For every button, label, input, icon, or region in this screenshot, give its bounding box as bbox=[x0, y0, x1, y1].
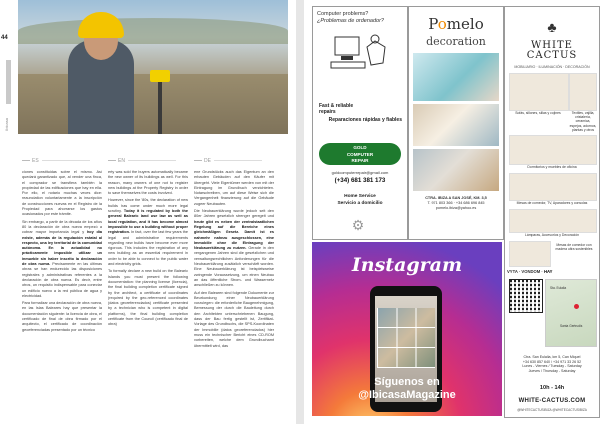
article-text: Para formalizar una declaración de obra nueva, en las Islas Baleares hay que presentar la documentación siguiente: la licencia de obra, el certificado de final de obra firmado por el arquitecto, el certificado de coordinación geoeferenciadas presentado por un técnico bbox=[22, 301, 102, 332]
article-paragraph bbox=[22, 301, 102, 333]
photo-ground bbox=[18, 74, 288, 134]
caption-wood-table: Mesas de comedor con madera ultra sostenibles bbox=[555, 243, 593, 252]
location-map[interactable]: Sta. Eulalia Santa Gertrudis bbox=[545, 279, 597, 347]
article-text: In fact, over the last few years the legal and administrative requirements regarding new builds have become ever more rigorous. This includes the registration of any new building as an essential requirement in order to be able to connect to the public water and electricity grids. bbox=[108, 230, 188, 267]
white-cactus-subtitle: MOBILIARIO · ILUMINACIÓN · DECORACIÓN bbox=[514, 65, 590, 69]
article-column-en bbox=[108, 170, 188, 330]
caption-bedroom: Dormitorios y muebles de oficina bbox=[527, 165, 577, 169]
caption-textiles: Textiles, vajilla, cristalería, ceramica, espejos, adornos, plantas y otros bbox=[569, 111, 597, 132]
white-cactus-brands: VYTA · VONDOM · HAY bbox=[507, 269, 553, 274]
ad-computer-repairs: Reparaciones rápidas y fiables bbox=[328, 117, 402, 123]
column-header-en: EN bbox=[108, 158, 176, 164]
white-cactus-contact: Ctra. San Eulalia, km 5, Can Miquel +34 630 857 640 / +34 971 33 26 52 Lunes - Viernes / Tuesday - Saturday Jueves / Thursday - Saturday bbox=[522, 355, 582, 373]
ad-computer-question: Computer problems? ¿Problemas de ordenador? bbox=[317, 11, 384, 24]
caption-dining: Mesas de comedor, TV, Aparadores y consolas bbox=[516, 201, 588, 205]
side-tab bbox=[6, 60, 11, 104]
article-text: However, since the '80s, the declaration of new builds has come under much more legal scrutiny. bbox=[108, 198, 188, 214]
article-text: erty was sold the buyers automatically became the new owner of its buildings as well. For this reason, many owners of one not to register new buildings at the Property Registry in order to save themselves the costs involved. bbox=[108, 170, 188, 196]
left-page bbox=[0, 0, 296, 424]
article-text: Sin embargo, a partir de la década de los años 80 la declaración de obra nueva empezó a cobrar mayor importancia legal y bbox=[22, 219, 102, 235]
ad-instagram[interactable] bbox=[312, 242, 502, 416]
caption-lamps: Lámparas, Accesorios y Decoración bbox=[524, 233, 580, 237]
white-cactus-website[interactable]: WHITE-CACTUS.COM bbox=[518, 398, 586, 404]
photo-textiles bbox=[569, 73, 597, 111]
article-paragraph bbox=[22, 170, 102, 218]
photo-dining bbox=[509, 173, 597, 201]
article-text: ciones constituidas sobre el mismo. Así quedará garantizado que, al vender una finca, el comprador se transfiera también la propiedad de las edificaciones que hay en ella. Por ello, el notario muchas veces dice: reaunciation voluntariamente a la inscripción de construcciones nuevas en el Registro de la Propiedad para ahorrarse los gastos ocasionados por este trámite. bbox=[22, 170, 102, 217]
pomelo-address: CTRA. IBIZA A SAN JOSÉ, KM. 3,5 T. 971 803 366 · +34 686 696 845 pomelo.ibiza@yahoo.es bbox=[425, 196, 487, 211]
photo-bedroom bbox=[509, 135, 597, 165]
photo-hill bbox=[18, 18, 288, 44]
article-text: ene Grundstücks auch das Eigentum an den erbauten Gebäuden auf den Käufer mit übergeht. Viele Eigentümer werden von mit der Eintragung im Grundbuch verzichteten. Notarschreiben, um auf diese Weise sich die Vergangenheit finanzierung auf die Gebäude zugeer Neubauten. bbox=[194, 170, 274, 206]
map-pin-icon bbox=[574, 304, 579, 309]
survey-tool-icon bbox=[150, 70, 170, 82]
article-bold-text: heute gibt es neben der zentralstaatlichen Regelung auf die Bereiche eines gleichmäßigen Gesetz. Damit ist es nahmehr nahezu ausgeschlossen, eine Immobilie ohne die Eintragung der Neubauerklärung zu nutzen. bbox=[194, 219, 274, 251]
column-header-es: ES bbox=[22, 158, 90, 164]
caption-sofa: Sofás, sillones, sillas y cojines bbox=[515, 111, 561, 115]
article-paragraph bbox=[194, 170, 274, 207]
article-bold-text: Today it is regulated by both the general Balearic land use law as well as local regulation, and it has become almost impossible to use a building without proper registration. bbox=[108, 209, 188, 235]
ad-computer-email[interactable]: goldcomputerrepair@gmail.com bbox=[331, 170, 389, 175]
pomelo-photo-interior bbox=[413, 104, 499, 146]
pomelo-photo-shop bbox=[413, 149, 499, 191]
article-paragraph bbox=[108, 198, 188, 267]
white-cactus-hours: 10h - 14h bbox=[539, 385, 565, 391]
ad-white-cactus[interactable] bbox=[504, 6, 600, 418]
gold-computer-repair-logo: GOLD COMPUTER REPAIR bbox=[319, 143, 401, 165]
article-text: Precisamente en las últimas obras se han endurecido las disposiciones registrales y administrativas referentes a la declaración de obra nueva. Es decir, entre otros, un requisito indispensable para conectar un edificio nuevo a la red pública de agua y electricidad. bbox=[22, 262, 102, 298]
ad-computer-fast: Fast & reliable repairs bbox=[319, 103, 354, 116]
cactus-icon: ♣ bbox=[547, 19, 557, 35]
article-paragraph bbox=[22, 220, 102, 299]
side-label: Ibicasa bbox=[4, 118, 9, 131]
pomelo-logo: Pomelo bbox=[428, 15, 484, 33]
article-text: To formally declare a new build on the Balearic Islands you must present the following documentation: the planning license (licencia), the final building completion certificate signed by the architect, a certificate of coordinates (required by the geo-referenced coordinates (datos georeferenciados) certificate presented by a technician who is competent in digital platforms), the final building completion certificate from the Council (certificado final de obra) bbox=[108, 269, 188, 327]
pomelo-decoration-word: decoration bbox=[426, 35, 486, 48]
computer-sketch-icon bbox=[329, 31, 389, 75]
instagram-wordmark: Instagram bbox=[351, 254, 463, 276]
article-paragraph bbox=[108, 269, 188, 327]
article-text: Auf den Balearen sind folgende Dokumente zur Beurkundung einer Neubauerklärung vorzulegen: die erforderliche Baugenehmigung, Bemessung der durch die Bauleitung durch den Architekten unterschriebenen Baugung, dass der Bau fertig gestellt ist, Zertifikat-Vorlage des Grundbuchs, die SPS-Koordinaten der Immobilie (datos georeferenciados) hier muss ein technischer Bericht eines CD-ROM vorbereiten, welche dem Grundbuchamt übermittelt wird, das bbox=[194, 290, 274, 348]
ad-pomelo-decoration[interactable] bbox=[408, 6, 504, 240]
column-header-de: DE bbox=[194, 158, 262, 164]
instagram-follow[interactable]: Síguenos en @IbicasaMagazine bbox=[358, 376, 456, 401]
white-cactus-logo: WHITE CACTUS bbox=[526, 40, 578, 61]
ad-computer-phone[interactable]: (+34) 681 381 173 bbox=[334, 177, 386, 184]
photo-lamps bbox=[509, 209, 597, 233]
article-column-es bbox=[22, 170, 102, 335]
photo-tripod bbox=[158, 78, 162, 134]
qr-code-icon[interactable] bbox=[509, 279, 543, 313]
ad-computer-service: Home Service Servicio a domicilio bbox=[337, 194, 383, 206]
construction-photo bbox=[18, 0, 288, 134]
article-text: Gerade in den vergangenen Jahren sind die gesetzlichen und verwaltungsrechtlichen Anforderungen für die Neubauerklärung zusätzlich verschärft worden. Eine Neubauerklärung ist beispielsweise zwingende Voraussetzung, um einen Neubau an das öffentliche Strom- und Wassernetz anschließen zu können. bbox=[194, 246, 275, 288]
photo-sofa bbox=[509, 73, 569, 111]
ad-gold-computer-repair[interactable] bbox=[312, 6, 408, 240]
gear-icon: ⚙ bbox=[351, 217, 365, 233]
white-cactus-social[interactable]: @WHITECACTUSIBIZA @WHITECACTUSIBIZA bbox=[517, 408, 587, 412]
pomelo-photo-tableware bbox=[413, 53, 499, 101]
article-text: Die Neubauerklärung wurde jedoch seit den 80er Jahren gesetzlich strenger geregelt und bbox=[194, 209, 274, 219]
page-number: 44 bbox=[1, 35, 8, 41]
article-bold-text: hoy día existe, además de la regulación estatal al respecto, una ley territorial de la comunidad autónoma. En la actualidad no prácticamente imposible utilizar un inmueble sin haber inscrito la declaración de obra nueva. bbox=[22, 230, 102, 267]
photo-wood-table bbox=[509, 241, 551, 267]
article-column-de bbox=[194, 170, 274, 351]
article-paragraph bbox=[194, 291, 274, 349]
right-page bbox=[304, 0, 600, 424]
instagram-feed-grid bbox=[377, 308, 435, 368]
article-paragraph bbox=[108, 170, 188, 196]
hard-hat-icon bbox=[78, 12, 124, 38]
article-paragraph bbox=[194, 209, 274, 288]
